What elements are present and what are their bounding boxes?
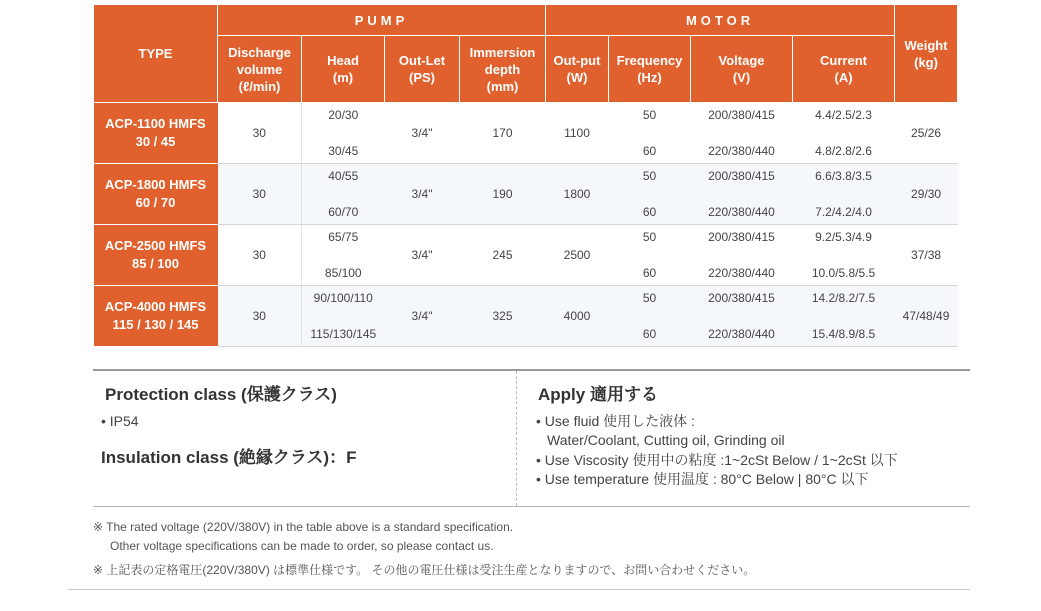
model-name: ACP-4000 HMFS 115 / 130 / 145: [94, 286, 218, 347]
note-en-line2: Other voltage specifications can be made to order, so please contact us.: [110, 539, 494, 553]
current-cell: 9.2/5.3/4.9 10.0/5.8/5.5: [793, 225, 895, 286]
footer-divider: [68, 589, 970, 590]
header-weight: Weight (kg): [895, 5, 958, 103]
voltage-cell: 200/380/415 220/380/440: [691, 225, 793, 286]
voltage-cell: 200/380/415 220/380/440: [691, 103, 793, 164]
outlet-cell: 3/4": [385, 286, 460, 347]
header-pump-group: PUMP: [218, 5, 546, 36]
header-frequency: Frequency (Hz): [609, 36, 691, 103]
header-type: TYPE: [94, 5, 218, 103]
current-cell: 6.6/3.8/3.5 7.2/4.2/4.0: [793, 164, 895, 225]
outlet-cell: 3/4": [385, 164, 460, 225]
insulation-class-title: Insulation class (絶縁クラス)：F: [101, 448, 357, 467]
frequency-cell: 50 60: [609, 164, 691, 225]
head-cell: 20/30 30/45: [302, 103, 385, 164]
head-cell: 40/55 60/70: [302, 164, 385, 225]
output-cell: 1100: [546, 103, 609, 164]
header-immersion: Immersion depth (mm): [460, 36, 546, 103]
table-row: [94, 164, 958, 225]
weight-cell: 29/30: [895, 164, 958, 225]
header-outlet: Out-Let (PS): [385, 36, 460, 103]
frequency-cell: 50 60: [609, 286, 691, 347]
voltage-cell: 200/380/415 220/380/440: [691, 286, 793, 347]
model-name: ACP-2500 HMFS 85 / 100: [94, 225, 218, 286]
immersion-cell: 170: [460, 103, 546, 164]
current-cell: 14.2/8.2/7.5 15.4/8.9/8.5: [793, 286, 895, 347]
discharge-cell: 30: [218, 103, 302, 164]
weight-cell: 25/26: [895, 103, 958, 164]
protection-class-title: Protection class (保護クラス): [105, 385, 337, 404]
apply-fluid: • Use fluid 使用した液体 :: [536, 413, 695, 429]
discharge-cell: 30: [218, 225, 302, 286]
model-name: ACP-1100 HMFS 30 / 45: [94, 103, 218, 164]
table-row: [94, 225, 958, 286]
frequency-cell: 50 60: [609, 103, 691, 164]
table-body: [94, 103, 958, 347]
immersion-cell: 190: [460, 164, 546, 225]
head-cell: 90/100/110 115/130/145: [302, 286, 385, 347]
note-jp: ※ 上記表の定格電圧(220V/380V) は標準仕様です。 その他の電圧仕様は受注生産となりますので、お問い合わせください。: [93, 563, 756, 577]
info-bottom-divider: [93, 506, 970, 507]
output-cell: 1800: [546, 164, 609, 225]
weight-cell: 37/38: [895, 225, 958, 286]
info-column-divider: [516, 371, 517, 506]
apply-title: Apply 適用する: [538, 385, 658, 404]
header-head: Head (m): [302, 36, 385, 103]
model-name: ACP-1800 HMFS 60 / 70: [94, 164, 218, 225]
frequency-cell: 50 60: [609, 225, 691, 286]
voltage-cell: 200/380/415 220/380/440: [691, 164, 793, 225]
outlet-cell: 3/4": [385, 103, 460, 164]
table-row: [94, 103, 958, 164]
head-cell: 65/75 85/100: [302, 225, 385, 286]
immersion-cell: 325: [460, 286, 546, 347]
header-discharge: Discharge volume (ℓ/min): [218, 36, 302, 103]
apply-fluid-types: Water/Coolant, Cutting oil, Grinding oil: [547, 432, 785, 448]
output-cell: 4000: [546, 286, 609, 347]
discharge-cell: 30: [218, 286, 302, 347]
header-motor-group: MOTOR: [546, 5, 895, 36]
outlet-cell: 3/4": [385, 225, 460, 286]
spec-table: [93, 4, 958, 347]
apply-temperature: • Use temperature 使用温度 : 80°C Below | 80°C 以下: [536, 471, 869, 487]
protection-class-item: • IP54: [101, 413, 139, 429]
discharge-cell: 30: [218, 164, 302, 225]
info-top-divider: [93, 369, 970, 371]
current-cell: 4.4/2.5/2.3 4.8/2.8/2.6: [793, 103, 895, 164]
immersion-cell: 245: [460, 225, 546, 286]
note-en-line1: ※ The rated voltage (220V/380V) in the table above is a standard specification.: [93, 520, 514, 534]
header-voltage: Voltage (V): [691, 36, 793, 103]
header-current: Current (A): [793, 36, 895, 103]
apply-viscosity: • Use Viscosity 使用中の粘度 :1~2cSt Below / 1~2cSt 以下: [536, 452, 898, 468]
output-cell: 2500: [546, 225, 609, 286]
table-row: [94, 286, 958, 347]
header-output: Out-put (W): [546, 36, 609, 103]
weight-cell: 47/48/49: [895, 286, 958, 347]
